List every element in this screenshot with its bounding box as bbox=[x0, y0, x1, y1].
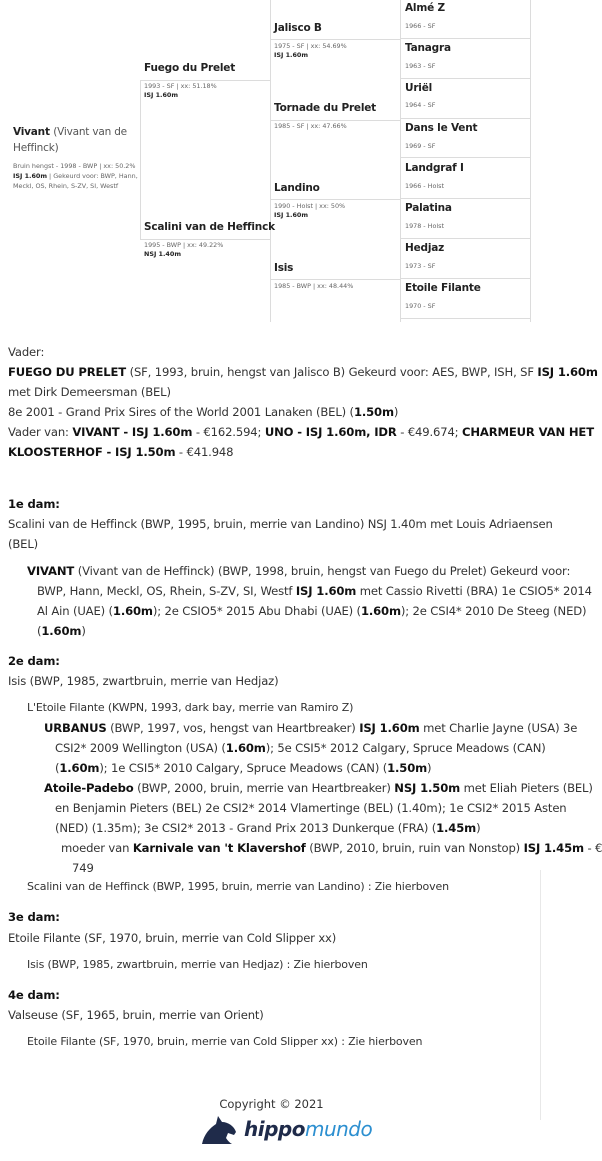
dam-name[interactable]: Scalini van de Heffinck bbox=[144, 221, 275, 233]
offspring-text: BWP, Hann, Meckl, OS, Rhein, S-ZV, SI, Westf bbox=[37, 584, 296, 598]
sire-dam-meta: 1985 - SF | xx: 47.66% bbox=[274, 122, 347, 130]
vader-text: - €162.594; bbox=[192, 425, 265, 439]
dam4-line: Valseuse (SF, 1965, bruin, merrie van Orient) bbox=[8, 1008, 264, 1022]
ancestor-name[interactable]: Dans le Vent bbox=[405, 122, 478, 134]
offspring-text: - € bbox=[583, 841, 602, 855]
dam-sire-level bbox=[274, 211, 308, 220]
offspring-name[interactable]: Karnivale van 't Klavershof bbox=[132, 841, 306, 855]
offspring-level: ISJ 1.45m bbox=[523, 841, 584, 855]
ancestor-name[interactable]: Hedjaz bbox=[405, 242, 445, 254]
vader-line bbox=[8, 422, 594, 442]
divider bbox=[400, 238, 530, 239]
divider bbox=[400, 278, 530, 279]
offspring-text: Al Ain (UAE) ( bbox=[37, 604, 113, 618]
sire-name[interactable]: Fuego du Prelet bbox=[144, 62, 236, 74]
offspring-text: (Vivant van de Heffinck) (BWP, 1998, bruin, hengst van Fuego du Prelet) Gekeurd voor: bbox=[74, 564, 571, 578]
offspring-line bbox=[37, 621, 86, 641]
divider bbox=[270, 279, 400, 280]
offspring-text: (BWP, 2010, bruin, ruin van Nonstop) bbox=[305, 841, 524, 855]
subject-meta bbox=[13, 161, 138, 191]
offspring-text: ) bbox=[81, 624, 86, 638]
pedigree-chart bbox=[0, 0, 543, 322]
vader-line bbox=[8, 362, 598, 382]
dam-sire-name[interactable]: Landino bbox=[274, 182, 320, 194]
offspring-line bbox=[37, 581, 592, 601]
offspring-text: ); 2e CSI4* 2010 De Steeg (NED) bbox=[400, 604, 587, 618]
divider bbox=[400, 0, 401, 322]
horse-head-icon bbox=[200, 1114, 240, 1146]
sire-sire-name[interactable]: Jalisco B bbox=[274, 22, 322, 34]
offspring-height: 1.60m bbox=[225, 741, 266, 755]
ancestor-name[interactable]: Landgraf I bbox=[405, 162, 464, 174]
offspring-text: moeder van bbox=[61, 841, 133, 855]
ancestor-name[interactable]: Etoile Filante bbox=[405, 282, 481, 294]
subject-meta-line: Meckl, OS, Rhein, S-ZV, SI, Westf bbox=[13, 182, 119, 190]
ancestor-meta: 1978 - Holst bbox=[405, 222, 444, 230]
ancestor-name[interactable]: Almé Z bbox=[405, 2, 445, 14]
offspring-line: 749 bbox=[72, 861, 94, 875]
ancestor-name[interactable]: Uriël bbox=[405, 82, 433, 94]
dam-dam-meta: 1985 - BWP | xx: 48.44% bbox=[274, 282, 354, 290]
ancestor-meta: 1964 - SF bbox=[405, 101, 436, 109]
dam1-line: (BEL) bbox=[8, 537, 39, 551]
offspring-text: met Charlie Jayne (USA) 3e bbox=[419, 721, 578, 735]
offspring-name[interactable]: VIVANT bbox=[27, 564, 75, 578]
dam2-line: Isis (BWP, 1985, zwartbruin, merrie van Hedjaz) bbox=[8, 674, 279, 688]
divider bbox=[140, 239, 270, 240]
offspring-link[interactable]: KLOOSTERHOF - ISJ 1.50m bbox=[8, 445, 176, 459]
offspring-line: en Benjamin Pieters (BEL) 2e CSI2* 2014 Vlamertinge (BEL) (1.40m); 1e CSI2* 2015 Asten bbox=[55, 801, 567, 815]
divider bbox=[400, 118, 530, 119]
subject-name: Vivant bbox=[13, 126, 50, 138]
dam1-line: Scalini van de Heffinck (BWP, 1995, bruin, merrie van Landino) NSJ 1.40m met Louis Adriaensen bbox=[8, 517, 553, 531]
sire-sire-level bbox=[274, 51, 308, 60]
offspring-text: ); 5e CSI5* 2012 Calgary, Spruce Meadows (CAN) bbox=[265, 741, 546, 755]
vader-line bbox=[8, 442, 233, 462]
offspring-text: (BWP, 2000, bruin, merrie van Heartbreaker) bbox=[133, 781, 395, 795]
divider bbox=[400, 157, 530, 158]
sire-dam-name[interactable]: Tornade du Prelet bbox=[274, 102, 376, 114]
divider bbox=[270, 199, 400, 200]
offspring-name[interactable]: Atoile-Padebo bbox=[44, 781, 134, 795]
offspring-line: Etoile Filante (SF, 1970, bruin, merrie van Cold Slipper xx) : Zie hierboven bbox=[27, 1035, 423, 1048]
divider bbox=[270, 0, 271, 322]
vader-level: ISJ 1.60m bbox=[537, 365, 598, 379]
sire-meta: 1993 - SF | xx: 51.18% bbox=[144, 82, 217, 90]
dam-dam-name[interactable]: Isis bbox=[274, 262, 294, 274]
vader-text: ) bbox=[393, 405, 399, 419]
section-heading-dam1: 1e dam: bbox=[8, 497, 60, 511]
offspring-link[interactable]: UNO - ISJ 1.60m, IDR bbox=[264, 425, 397, 439]
section-heading-dam4: 4e dam: bbox=[8, 988, 60, 1002]
offspring-height: 1.60m bbox=[59, 761, 100, 775]
offspring-line bbox=[27, 561, 570, 581]
ancestor-meta: 1973 - SF bbox=[405, 262, 436, 270]
offspring-level: ISJ 1.60m bbox=[295, 584, 357, 598]
logo-word-part: hippo bbox=[244, 1117, 305, 1141]
ancestor-meta: 1963 - SF bbox=[405, 62, 436, 70]
offspring-height: 1.60m bbox=[41, 624, 82, 638]
offspring-line bbox=[37, 601, 586, 621]
offspring-text: met Cassio Rivetti (BRA) 1e CSIO5* 2014 bbox=[356, 584, 592, 598]
dam-sire-meta: 1990 - Holst | xx: 50% bbox=[274, 202, 346, 210]
dam-meta: 1995 - BWP | xx: 49.22% bbox=[144, 241, 224, 249]
vader-text: - €49.674; bbox=[396, 425, 462, 439]
offspring-line bbox=[44, 778, 593, 798]
divider bbox=[540, 870, 541, 1120]
divider bbox=[400, 318, 530, 319]
subject-meta-line: Bruin hengst - 1998 - BWP | xx: 50.2% bbox=[13, 162, 136, 170]
vader-text: 8e 2001 - Grand Prix Sires of the World 2001 Lanaken (BEL) ( bbox=[8, 405, 354, 419]
ancestor-meta: 1970 - SF bbox=[405, 302, 436, 310]
offspring-text: (NED) (1.35m); 3e CSI2* 2013 - Grand Prix 2013 Dunkerque (FRA) ( bbox=[55, 821, 437, 835]
offspring-link[interactable]: VIVANT - ISJ 1.60m bbox=[72, 425, 193, 439]
ancestor-meta: 1969 - SF bbox=[405, 142, 436, 150]
offspring-text: ( bbox=[37, 624, 42, 638]
logo-word-part: mundo bbox=[304, 1117, 373, 1141]
vader-line bbox=[8, 402, 398, 422]
offspring-line bbox=[61, 838, 602, 858]
sire-sire-level-text: ISJ 1.60m bbox=[274, 51, 309, 59]
sire-level-text: ISJ 1.60m bbox=[144, 91, 179, 99]
divider bbox=[530, 0, 531, 322]
offspring-text: (BWP, 1997, vos, hengst van Heartbreaker) bbox=[106, 721, 360, 735]
vader-line: met Dirk Demeersman (BEL) bbox=[8, 385, 171, 399]
dam-sire-level-text: ISJ 1.60m bbox=[274, 211, 309, 219]
divider bbox=[270, 39, 400, 40]
subject-horse-name[interactable] bbox=[13, 124, 128, 156]
subject-meta-text: | Gekeurd voor: BWP, Hann, bbox=[47, 172, 138, 180]
ancestor-name[interactable]: Tanagra bbox=[405, 42, 451, 54]
hippomundo-logo[interactable] bbox=[200, 1114, 373, 1146]
divider bbox=[400, 38, 530, 39]
ancestor-meta: 1966 - SF bbox=[405, 22, 436, 30]
offspring-line bbox=[55, 738, 546, 758]
offspring-name[interactable]: URBANUS bbox=[44, 721, 107, 735]
offspring-line bbox=[44, 718, 577, 738]
offspring-line: Scalini van de Heffinck (BWP, 1995, bruin, merrie van Landino) : Zie hierboven bbox=[27, 880, 449, 893]
vader-name[interactable]: FUEGO DU PRELET bbox=[8, 365, 127, 379]
offspring-height: 1.60m bbox=[360, 604, 401, 618]
vader-text: - €41.948 bbox=[175, 445, 234, 459]
section-heading-dam3: 3e dam: bbox=[8, 910, 60, 924]
offspring-height: 1.45m bbox=[436, 821, 477, 835]
subject-meta-line bbox=[13, 171, 138, 181]
dam3-line: Etoile Filante (SF, 1970, bruin, merrie van Cold Slipper xx) bbox=[8, 931, 337, 945]
offspring-level: ISJ 1.60m bbox=[359, 721, 420, 735]
offspring-text: met Eliah Pieters (BEL) bbox=[460, 781, 593, 795]
divider bbox=[400, 78, 530, 79]
sire-sire-meta: 1975 - SF | xx: 54.69% bbox=[274, 42, 347, 50]
offspring-level: NSJ 1.50m bbox=[394, 781, 461, 795]
offspring-text: ); 1e CSI5* 2010 Calgary, Spruce Meadows (CAN) ( bbox=[99, 761, 388, 775]
offspring-text: ( bbox=[55, 761, 60, 775]
divider bbox=[140, 80, 270, 81]
dam-level-text: NSJ 1.40m bbox=[144, 250, 181, 258]
offspring-height: 1.50m bbox=[387, 761, 428, 775]
divider bbox=[140, 80, 141, 240]
offspring-text: ); 2e CSIO5* 2015 Abu Dhabi (UAE) ( bbox=[152, 604, 361, 618]
offspring-line bbox=[55, 758, 431, 778]
offspring-text: CSI2* 2009 Wellington (USA) ( bbox=[55, 741, 226, 755]
logo-wordmark bbox=[244, 1117, 372, 1141]
section-heading-vader: Vader: bbox=[8, 345, 45, 359]
offspring-text: ) bbox=[427, 761, 432, 775]
section-heading-dam2: 2e dam: bbox=[8, 654, 60, 668]
subject-level: ISJ 1.60m bbox=[13, 172, 48, 180]
offspring-text: ) bbox=[476, 821, 481, 835]
offspring-link[interactable]: CHARMEUR VAN HET bbox=[461, 425, 594, 439]
offspring-height: 1.60m bbox=[112, 604, 153, 618]
copyright-text: Copyright © 2021 bbox=[219, 1097, 324, 1111]
offspring-line: Isis (BWP, 1985, zwartbruin, merrie van Hedjaz) : Zie hierboven bbox=[27, 958, 368, 971]
ancestor-meta: 1966 - Holst bbox=[405, 182, 444, 190]
offspring-line: L'Etoile Filante (KWPN, 1993, dark bay, merrie van Ramiro Z) bbox=[27, 701, 354, 714]
vader-height: 1.50m bbox=[353, 405, 394, 419]
vader-text: (SF, 1993, bruin, hengst van Jalisco B) Gekeurd voor: AES, BWP, ISH, SF bbox=[126, 365, 538, 379]
divider bbox=[400, 198, 530, 199]
offspring-line bbox=[55, 818, 480, 838]
sire-level bbox=[144, 91, 178, 100]
dam-level bbox=[144, 250, 181, 259]
divider bbox=[270, 120, 400, 121]
subject-alias: (Vivant van de Heffinck) bbox=[13, 126, 127, 154]
ancestor-name[interactable]: Palatina bbox=[405, 202, 452, 214]
vader-text: Vader van: bbox=[8, 425, 73, 439]
